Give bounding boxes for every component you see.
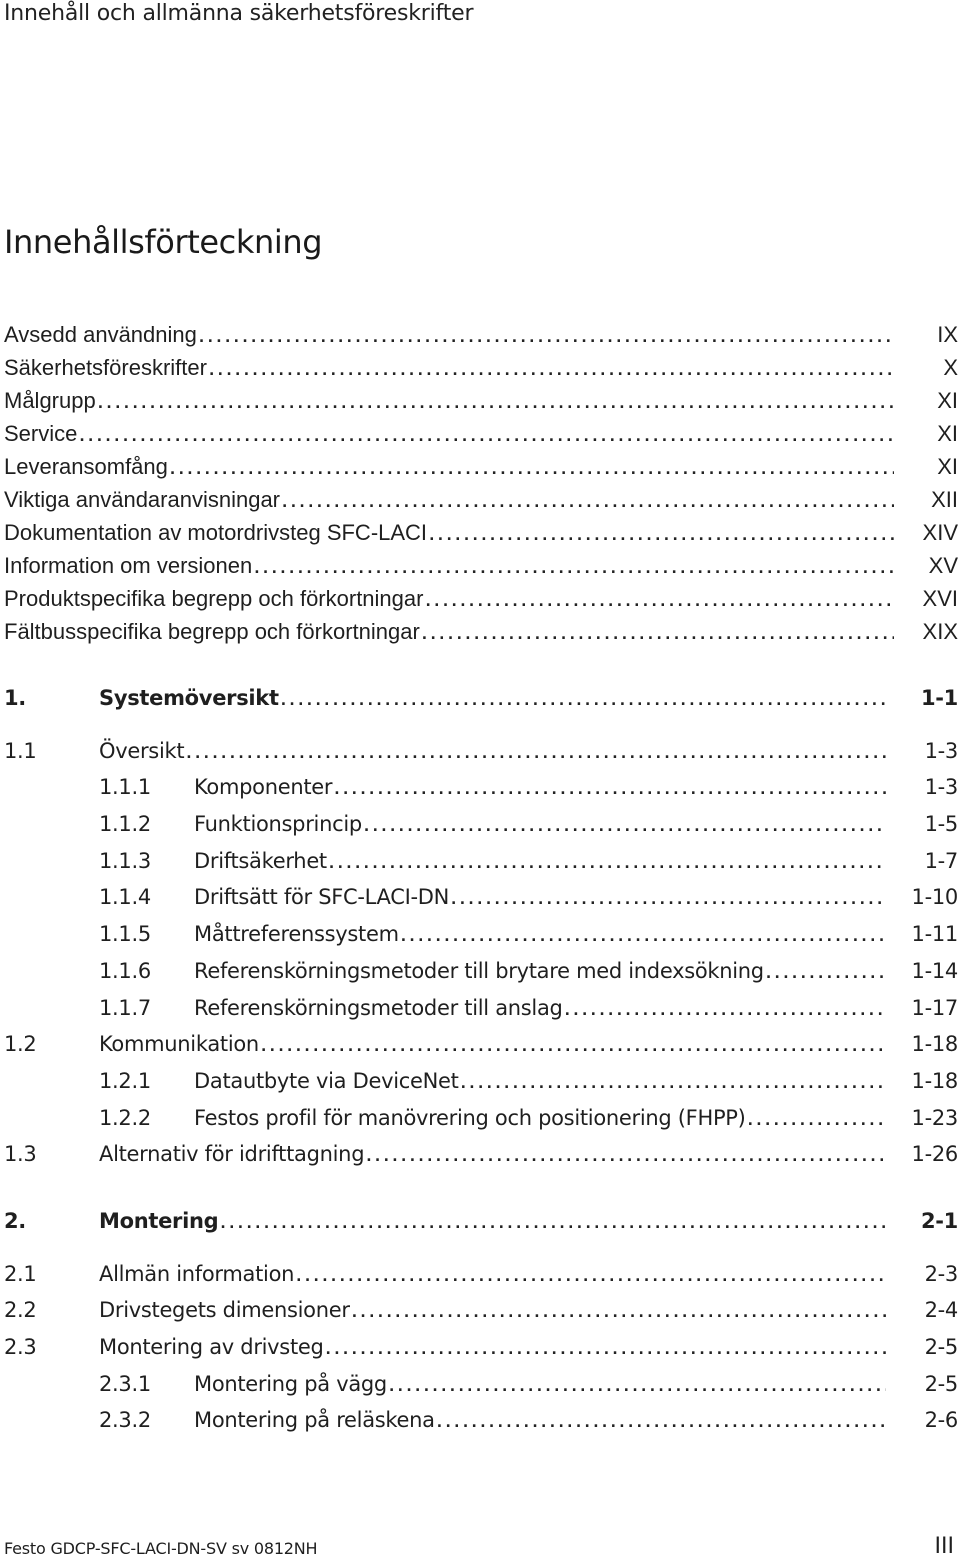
- toc-subsection-number: 1.1.4: [99, 885, 151, 910]
- toc-entry[interactable]: [4, 417, 958, 450]
- toc-entry-page: IX: [937, 322, 958, 347]
- dot-leader: [296, 1259, 886, 1296]
- toc-entry-label: Säkerhetsföreskrifter: [4, 355, 207, 380]
- toc-subsection[interactable]: [4, 916, 958, 953]
- toc-section-page: 2-3: [924, 1261, 958, 1286]
- toc-entry[interactable]: [4, 615, 958, 648]
- toc-subsection-page: 1-18: [911, 1068, 958, 1093]
- toc-subsection-label: Montering på reläskena: [194, 1408, 435, 1433]
- dot-leader: [326, 1332, 886, 1369]
- toc-chapter[interactable]: [4, 680, 958, 717]
- toc-entry[interactable]: [4, 582, 958, 615]
- toc-section-page: 2-4: [924, 1298, 958, 1323]
- dot-leader: [401, 919, 886, 956]
- toc-subsection-label: Datautbyte via DeviceNet: [194, 1068, 459, 1093]
- toc-entry-page: X: [943, 355, 958, 380]
- toc-subsection-label: Driftsäkerhet: [194, 848, 327, 873]
- toc-subsection-number: 1.1.3: [99, 848, 151, 873]
- toc-section[interactable]: [4, 1026, 958, 1063]
- dot-leader: [565, 993, 886, 1030]
- toc-entry[interactable]: [4, 549, 958, 582]
- toc-section[interactable]: [4, 1256, 958, 1293]
- toc-entry-page: XII: [931, 487, 958, 512]
- dot-leader: [461, 1066, 886, 1103]
- toc-entry-page: XV: [928, 553, 958, 578]
- toc-subsection[interactable]: [4, 1063, 958, 1100]
- toc-subsection-number: 1.1.1: [99, 775, 151, 800]
- toc-section-number: 2.2: [4, 1298, 37, 1323]
- toc-section-page: 2-5: [924, 1335, 958, 1359]
- dot-leader: [186, 736, 886, 773]
- dot-leader: [748, 1103, 886, 1140]
- toc-section-page: 1-18: [911, 1032, 958, 1057]
- toc-subsection-label: Referenskörningsmetoder till anslag: [194, 995, 563, 1020]
- toc-chapter-label: Montering: [99, 1208, 219, 1233]
- toc-subsection[interactable]: [4, 879, 958, 916]
- toc-section-label: Montering av drivsteg: [99, 1335, 324, 1359]
- toc-subsection-page: 2-6: [924, 1408, 958, 1433]
- toc-entry-label: Dokumentation av motordrivsteg SFC-LACI: [4, 520, 428, 545]
- toc-entry-label: Produktspecifika begrepp och förkortningar: [4, 586, 424, 611]
- toc-subsection-number: 1.1.7: [99, 995, 151, 1020]
- toc-chapters: [4, 680, 958, 1439]
- toc-entry-label: Leveransomfång: [4, 454, 168, 479]
- toc-subsection-page: 1-14: [911, 958, 958, 983]
- toc-subsection-label: Driftsätt för SFC-LACI-DN: [194, 885, 450, 910]
- toc-section-label: Alternativ för idrifttagning: [99, 1142, 365, 1167]
- spacer: [4, 1173, 958, 1203]
- toc-section-number: 1.2: [4, 1032, 37, 1057]
- toc-section[interactable]: [4, 1292, 958, 1329]
- toc-entry-page: XVI: [922, 586, 958, 611]
- toc-entry-label: Service: [4, 421, 78, 446]
- toc-entry-page: XI: [937, 454, 958, 479]
- toc-section-number: 2.1: [4, 1261, 37, 1286]
- dot-leader: [766, 956, 886, 993]
- toc-subsection[interactable]: [4, 806, 958, 843]
- toc-chapter-number: 2.: [4, 1208, 26, 1233]
- toc-chapter-page: 2-1: [920, 1208, 958, 1233]
- toc-subsection-number: 1.1.2: [99, 812, 151, 837]
- toc-section[interactable]: [4, 1329, 958, 1366]
- toc-subsection-number: 1.1.6: [99, 958, 151, 983]
- toc-entry-label: Avsedd användning: [4, 322, 197, 347]
- toc-subsection[interactable]: [4, 843, 958, 880]
- toc-subsection-page: 1-5: [924, 812, 958, 837]
- toc-chapter[interactable]: [4, 1203, 958, 1240]
- dot-leader: [79, 421, 894, 454]
- dot-leader: [437, 1405, 886, 1442]
- toc-section-page: 1-3: [924, 738, 958, 763]
- toc-section-number: 2.3: [4, 1335, 37, 1359]
- toc-subsection-label: Funktionsprincip: [194, 812, 362, 837]
- dot-leader: [209, 355, 894, 388]
- toc-entry-page: XIX: [922, 619, 958, 644]
- dot-leader: [422, 619, 894, 652]
- toc-entry[interactable]: [4, 351, 958, 384]
- toc-entry[interactable]: [4, 384, 958, 417]
- toc-subsection-number: 1.1.5: [99, 922, 151, 947]
- dot-leader: [352, 1295, 886, 1332]
- toc-subsection[interactable]: [4, 1402, 958, 1439]
- footer-doc-id: Festo GDCP-SFC-LACI-DN-SV sv 0812NH: [4, 1539, 318, 1558]
- toc-chapter-page: 1-1: [920, 686, 958, 710]
- toc-subsection-label: Måttreferenssystem: [194, 922, 399, 947]
- dot-leader: [98, 388, 894, 421]
- toc-section-label: Allmän information: [99, 1261, 295, 1286]
- toc-section-label: Översikt: [99, 738, 185, 763]
- toc-entry-label: Viktiga användaranvisningar: [4, 487, 280, 512]
- toc-entry-label: Fältbusspecifika begrepp och förkortningar: [4, 619, 420, 644]
- toc-subsection-page: 1-11: [911, 922, 958, 947]
- toc-entry[interactable]: [4, 450, 958, 483]
- toc-subsection[interactable]: [4, 1100, 958, 1137]
- toc-subsection[interactable]: [4, 769, 958, 806]
- toc-chapter-number: 1.: [4, 686, 26, 710]
- toc-entry-page: XIV: [922, 520, 958, 545]
- toc-section-number: 1.1: [4, 738, 37, 763]
- toc-subsection-page: 1-3: [924, 775, 958, 800]
- dot-leader: [329, 846, 886, 883]
- toc-subsection-label: Festos profil för manövrering och positionering (FHPP): [194, 1105, 746, 1130]
- toc-subsection-number: 2.3.1: [99, 1371, 151, 1396]
- toc-entry-page: XI: [937, 388, 958, 413]
- dot-leader: [281, 683, 886, 720]
- dot-leader: [199, 322, 894, 355]
- toc-subsection-page: 1-17: [911, 995, 958, 1020]
- toc-section-number: 1.3: [4, 1142, 37, 1167]
- toc-subsection[interactable]: [4, 953, 958, 990]
- toc-section-label: Kommunikation: [99, 1032, 259, 1057]
- toc-section[interactable]: [4, 733, 958, 770]
- toc-entry-label: Information om versionen: [4, 553, 253, 578]
- toc-subsection[interactable]: [4, 990, 958, 1027]
- running-header: Innehåll och allmänna säkerhetsföreskrifter: [4, 1, 474, 26]
- toc-section-page: 1-26: [911, 1142, 958, 1167]
- dot-leader: [261, 1029, 886, 1066]
- toc-subsection[interactable]: [4, 1366, 958, 1403]
- toc-subsection-page: 1-23: [911, 1105, 958, 1130]
- toc-entry-label: Målgrupp: [4, 388, 96, 413]
- toc-subsection-page: 2-5: [924, 1371, 958, 1396]
- dot-leader: [364, 809, 886, 846]
- dot-leader: [334, 772, 886, 809]
- toc-entry-page: XI: [937, 421, 958, 446]
- toc-entry[interactable]: [4, 483, 958, 516]
- dot-leader: [429, 520, 894, 553]
- toc-subsection-label: Komponenter: [194, 775, 333, 800]
- toc-section[interactable]: [4, 1136, 958, 1173]
- page-title: Innehållsförteckning: [4, 223, 323, 261]
- dot-leader: [451, 882, 886, 919]
- footer-page-number: III: [934, 1534, 954, 1559]
- toc-subsection-page: 1-10: [911, 885, 958, 910]
- toc-entry[interactable]: [4, 516, 958, 549]
- dot-leader: [366, 1139, 886, 1176]
- toc-entry[interactable]: [4, 318, 958, 351]
- toc-front-matter: [4, 318, 958, 648]
- dot-leader: [389, 1369, 886, 1406]
- toc-subsection-number: 1.2.1: [99, 1068, 151, 1093]
- toc-chapter-label: Systemöversikt: [99, 686, 279, 710]
- toc-subsection-number: 2.3.2: [99, 1408, 151, 1433]
- toc-subsection-number: 1.2.2: [99, 1105, 151, 1130]
- toc-subsection-label: Referenskörningsmetoder till brytare med indexsökning: [194, 958, 764, 983]
- toc-section-label: Drivstegets dimensioner: [99, 1298, 350, 1323]
- toc-subsection-label: Montering på vägg: [194, 1371, 387, 1396]
- dot-leader: [220, 1206, 886, 1243]
- toc-subsection-page: 1-7: [924, 848, 958, 873]
- dot-leader: [425, 586, 894, 619]
